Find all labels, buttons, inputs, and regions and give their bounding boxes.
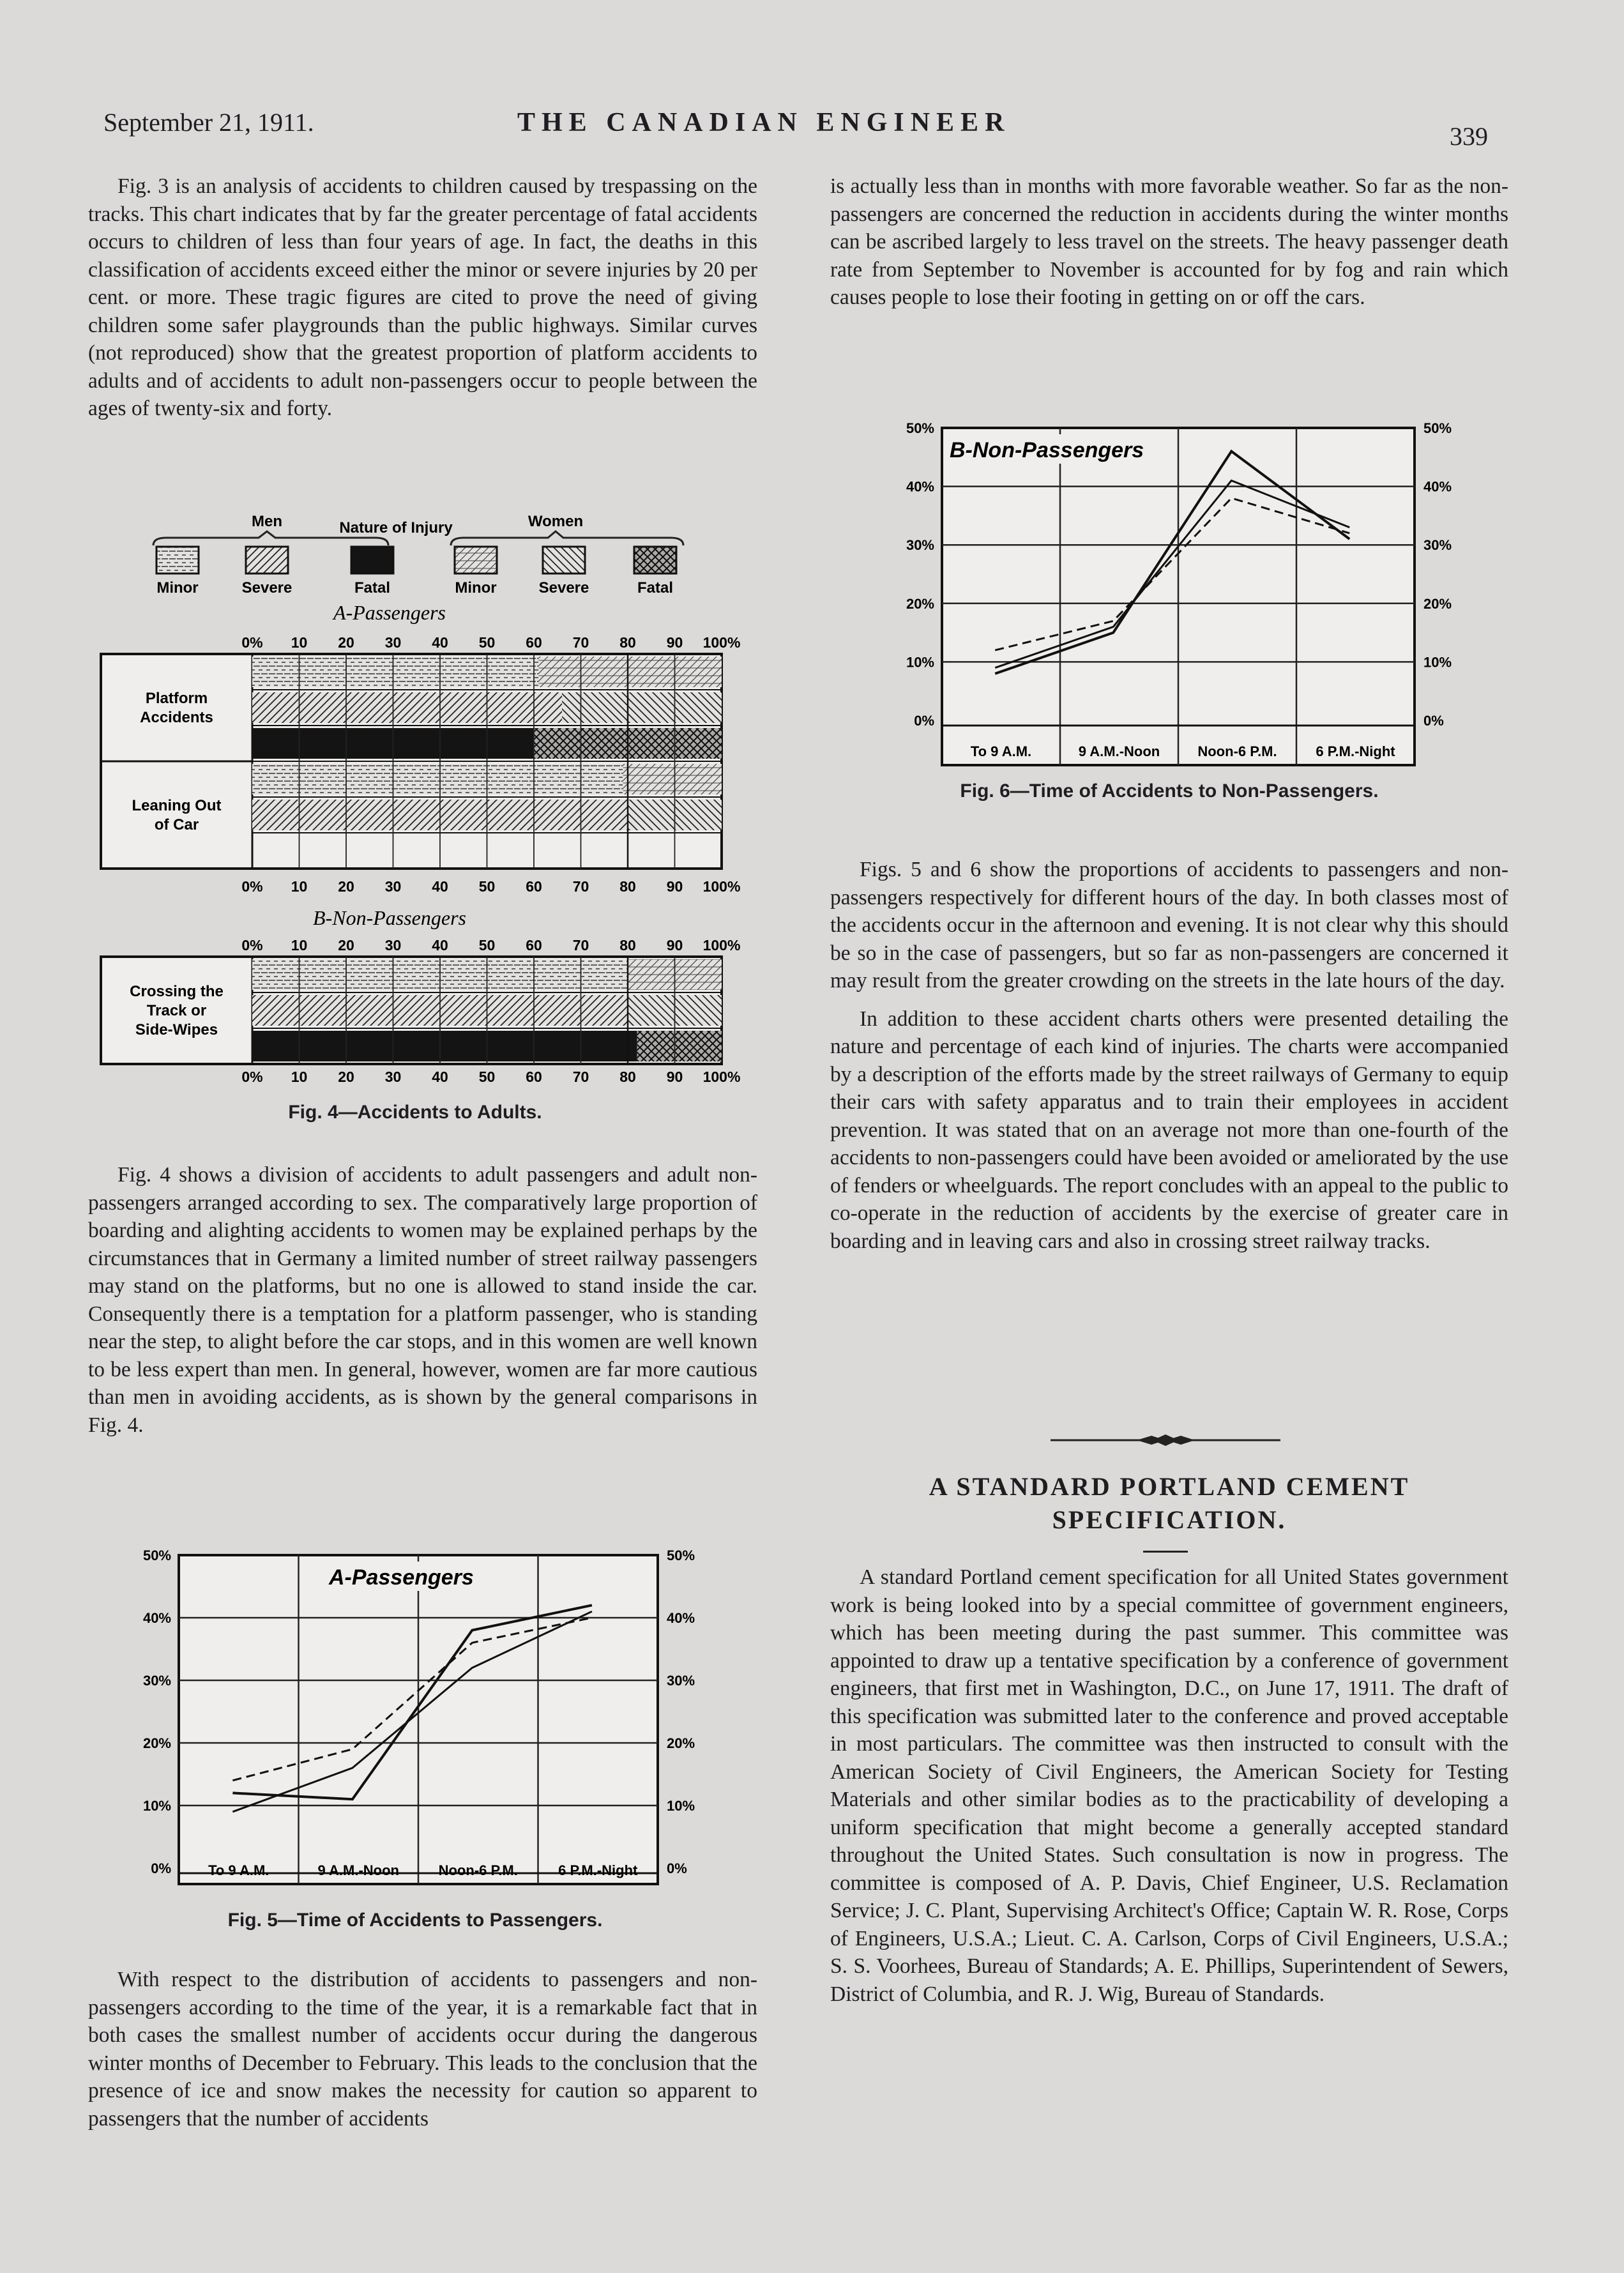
fig4-tick-fig4-a-bot-0: 0% [241, 878, 263, 895]
legend-label-4: Severe [538, 579, 589, 597]
fig4-tick-fig4-a-bot-6: 60 [526, 878, 542, 895]
fig4-section-b: B-Non-Passengers [313, 906, 466, 929]
fig6-ytick-left-3: 30% [906, 537, 934, 554]
fig4-tick-fig4-a-top-6: 60 [526, 634, 542, 651]
fig4-tick-fig4-b-top-7: 70 [572, 937, 589, 954]
fig4-tick-fig4-b-top-6: 60 [526, 937, 542, 954]
fig5-ytick-left-2: 20% [142, 1735, 171, 1751]
col2-para4-block [830, 1563, 1508, 2008]
col2-para3: In addition to these accident charts others were presented detailing the nature and percentage of each kind of injuries. The charts were accompanied by a description of the efforts made by the street railways of Germany to equip their cars with safety apparatus and to train their employees in accident prevention. It was stated that on an average not more than one-fourth of the accidents to non-passengers could have been avoided or ameliorated by the use of fenders or wheelguards. The report concludes with an appeal to the public to co-operate in the reduction of accidents by the exercise of greater care in boarding and in leaving cars and also in crossing street railway tracks. [830, 1007, 1508, 1253]
fig4-tick-fig4-a-bot-7: 70 [572, 878, 589, 895]
col1-para2-block [88, 1161, 757, 1439]
fig5-ytick-right-5: 50% [667, 1547, 695, 1563]
fig5-category-1: 9 A.M.-Noon [317, 1862, 399, 1878]
col2-para1: is actually less than in months with more favorable weather. So far as the non-passengers are concerned the reduction in accidents during the winter months can be ascribed largely to less travel on the streets. The heavy passenger death rate from September to November is accounted for by fog and rain which causes people to lose their footing in getting on or off the cars. [830, 174, 1508, 309]
fig5-caption: Fig. 5—Time of Accidents to Passengers. [227, 1910, 603, 1931]
fig4-chart [96, 511, 741, 1092]
legend-label-2: Fatal [354, 579, 391, 597]
fig5-ytick-right-3: 30% [667, 1673, 695, 1689]
fig4-legend [153, 513, 683, 545]
fig5-category-0: To 9 A.M. [208, 1862, 269, 1878]
fig4-tick-fig4-b-top-3: 30 [384, 937, 402, 954]
fig6-caption: Fig. 6—Time of Accidents to Non-Passengers. [960, 780, 1379, 802]
fig6-category-3: 6 P.M.-Night [1316, 743, 1395, 759]
col1-para1: Fig. 3 is an analysis of accidents to children caused by trespassing on the tracks. This chart indicates that by far the greater percentage of fatal accidents occurs to children of less than four years of age. In fact, the deaths in this classification of accidents exceed either the minor or severe injuries by 20 per cent. or more. These tragic figures are cited to prove the need of giving children some safer playgrounds than the public highways. Similar curves (not reproduced) show that the greatest proportion of platform accidents to adults and of accidents to adult non-passengers occur to people between the ages of twenty-six and forty. [88, 174, 757, 420]
fig4-tick-fig4-a-bot-10: 100% [702, 878, 741, 895]
fig4-tick-fig4-b-bot-3: 30 [384, 1068, 402, 1085]
fig4-tick-fig4-a-top-7: 70 [572, 634, 589, 651]
fig5-ytick-right-2: 20% [667, 1735, 695, 1751]
fig6-ytick-right-3: 30% [1423, 537, 1452, 554]
fig4-a-bar-women-3 [623, 764, 722, 794]
col1-para2: Fig. 4 shows a division of accidents to adult passengers and adult non-passengers arranged according to sex. The comparatively large proportion of boarding and alighting accidents to women may be explained perhaps by the circumstances that in Germany a limited number of street railway passengers may stand on the platforms, but no one is allowed to stand inside the car. Consequently there is a temptation for a platform passenger, who is standing near the step, to alight before the car stops, and in this women are well known to be less expert than men. In general, however, women are far more cautious than men in avoiding accidents, as is shown by the general comparisons in Fig. 4. [88, 1163, 757, 1437]
legend-swatch-3 [455, 547, 497, 574]
fig6-ytick-right-5: 50% [1423, 420, 1452, 436]
fig5-ytick-right-1: 10% [667, 1798, 695, 1814]
fig4-a-bar-women-1 [562, 692, 722, 723]
fig4-tick-fig4-a-bot-2: 20 [338, 878, 354, 895]
fig4-tick-fig4-b-top-1: 10 [291, 937, 308, 954]
col2-para2-block [830, 856, 1508, 1255]
fig4-b-row-label-0: Crossing the Track or Side-Wipes [130, 983, 224, 1038]
fig4-tick-fig4-a-top-3: 30 [384, 634, 402, 651]
fig4-tick-fig4-b-bot-1: 10 [291, 1068, 308, 1085]
fig4-tick-fig4-b-bot-8: 80 [619, 1068, 636, 1085]
fig4-caption: Fig. 4—Accidents to Adults. [288, 1102, 542, 1123]
legend-swatch-5 [634, 547, 676, 574]
fig6-ytick-left-4: 40% [906, 478, 934, 495]
fig5-ytick-left-0: 0% [151, 1860, 171, 1876]
fig4-section-a: A-Passengers [333, 601, 446, 624]
fig4-tick-fig4-b-bot-10: 100% [702, 1068, 741, 1085]
fig4-a-row-label-0: Platform Accidents [140, 690, 213, 726]
col2-para2: Figs. 5 and 6 show the proportions of accidents to passengers and non-passengers respectively for different hours of the day. In both classes most of the accidents occur in the afternoon and evening. It is not clear why this should be so in the case of passengers, but so far as non-passengers are concerned it may result from the greater crowding on the streets in the late hours of the day. [830, 858, 1508, 992]
fig4-tick-fig4-b-top-9: 90 [666, 937, 683, 954]
fig4-tick-fig4-a-bot-8: 80 [619, 878, 636, 895]
page-number: 339 [1450, 122, 1488, 151]
fig4-tick-fig4-a-top-2: 20 [338, 634, 354, 651]
fig5-ytick-right-0: 0% [667, 1860, 687, 1876]
fig5-title: A-Passengers [329, 1565, 474, 1590]
fig5-category-3: 6 P.M.-Night [558, 1862, 638, 1878]
fig4-tick-fig4-b-bot-4: 40 [432, 1068, 448, 1085]
fig4-a-bar-women-0 [538, 657, 722, 687]
fig6-chart [878, 415, 1478, 786]
fig4-tick-fig4-a-bot-5: 50 [478, 878, 496, 895]
article-title-line1: A STANDARD PORTLAND CEMENT [929, 1472, 1410, 1501]
fig4-tick-fig4-a-bot-1: 10 [291, 878, 308, 895]
fig5-ytick-left-3: 30% [142, 1673, 171, 1689]
fig4-tick-fig4-b-top-10: 100% [702, 937, 741, 954]
fig4-b-bar-women-2 [637, 1031, 722, 1061]
journal-title: THE CANADIAN ENGINEER [517, 108, 1011, 137]
fig6-ytick-right-4: 40% [1423, 478, 1452, 495]
fig4-tick-fig4-b-top-5: 50 [478, 937, 496, 954]
fig6-ytick-left-5: 50% [906, 420, 934, 436]
fig4-tick-fig4-a-top-1: 10 [291, 634, 308, 651]
fig4-tick-fig4-a-top-5: 50 [478, 634, 496, 651]
col1-para3-block [88, 1966, 757, 2132]
fig4-tick-fig4-b-bot-9: 90 [666, 1068, 683, 1085]
fig4-b-bar-men-2 [252, 1031, 637, 1061]
legend-swatch-4 [543, 547, 585, 574]
fig4-a-bar-men-0 [252, 657, 538, 687]
legend-swatch-2 [351, 547, 393, 574]
issue-date: September 21, 1911. [103, 108, 314, 137]
fig4-tick-fig4-b-top-0: 0% [241, 937, 263, 954]
fig4-tick-fig4-a-bot-9: 90 [666, 878, 683, 895]
legend-label-3: Minor [455, 579, 497, 597]
col2-para1-block [830, 172, 1508, 312]
fig6-ytick-left-2: 20% [906, 595, 934, 612]
legend-label-1: Severe [241, 579, 292, 597]
title-rule [1143, 1551, 1188, 1553]
legend-women: Women [527, 513, 584, 530]
fig4-tick-fig4-b-top-8: 80 [619, 937, 636, 954]
fig4-tick-fig4-a-top-8: 80 [619, 634, 636, 651]
fig5-ytick-left-1: 10% [142, 1798, 171, 1814]
fig4-tick-fig4-a-top-10: 100% [702, 634, 741, 651]
fig5-ytick-right-4: 40% [667, 1610, 695, 1626]
fig4-tick-fig4-a-top-9: 90 [666, 634, 683, 651]
legend-swatch-0 [156, 547, 199, 574]
fig4-tick-fig4-a-top-4: 40 [432, 634, 448, 651]
legend-nature: Nature of Injury [339, 519, 453, 536]
fig4-tick-fig4-b-top-2: 20 [338, 937, 354, 954]
col1-para3: With respect to the distribution of accidents to passengers and non-passengers according to the time of the year, it is a remarkable fact that in both cases the smallest number of accidents occur during the dangerous winter months of December to February. This leads to the conclusion that the presence of ice and snow makes the necessity for caution so apparent to passengers that the number of accidents [88, 1968, 757, 2131]
fig6-category-0: To 9 A.M. [970, 743, 1032, 759]
col2-para4: A standard Portland cement specification for all United States government work is being looked into by a special committee of government engineers, which has been meeting during the past summer. This committee was appointed to draw up a tentative specification by a conference of government engineers, that first met in Washington, D.C., on June 17, 1911. The draft of this specification was submitted later to the conference and proved acceptable in most particulars. The committee was then instructed to consult with the American Society of Civil Engineers, the American Society for Testing Materials and other similar bodies as to the practicability of developing a uniform specification that might become a generally accepted standard throughout the United States. Such consultation is now in progress. The committee is composed of A. P. Davis, Chief Engineer, U.S. Reclamation Service; J. C. Plant, Supervising Architect's Office; Captain W. R. Rose, Corps of Engineers, U.S.A.; Lieut. C. A. Carlson, Corps of Civil Engineers, U.S.A.; S. S. Voorhees, Bureau of Standards; A. E. Phillips, Superintendent of Sewers, District of Columbia, and R. J. Wig, Bureau of Standards. [830, 1565, 1508, 2006]
fig5-category-2: Noon-6 P.M. [438, 1862, 518, 1878]
legend-men: Men [252, 513, 282, 530]
article-title [830, 1470, 1508, 1537]
fig6-ytick-left-1: 10% [906, 654, 934, 671]
fig6-category-2: Noon-6 P.M. [1197, 743, 1277, 759]
fig4-a-row-label-1: Leaning Out of Car [132, 797, 222, 833]
legend-swatch-1 [246, 547, 288, 574]
fig5-ytick-left-4: 40% [142, 1610, 171, 1626]
col1-para1-block [88, 172, 757, 423]
fig4-tick-fig4-a-top-0: 0% [241, 634, 263, 651]
fig6-ytick-left-0: 0% [914, 713, 934, 729]
fig4-a-bar-men-3 [252, 764, 623, 794]
legend-label-0: Minor [156, 579, 199, 597]
fig4-tick-fig4-b-bot-5: 50 [478, 1068, 496, 1085]
fig5-chart [134, 1536, 734, 1900]
fig4-tick-fig4-b-bot-0: 0% [241, 1068, 263, 1085]
fig4-tick-fig4-b-bot-7: 70 [572, 1068, 589, 1085]
fig4-tick-fig4-a-bot-3: 30 [384, 878, 402, 895]
legend-label-5: Fatal [637, 579, 674, 597]
article-title-line2: SPECIFICATION. [1052, 1505, 1287, 1534]
ornament-divider [1051, 1431, 1280, 1450]
fig6-ytick-right-1: 10% [1423, 654, 1452, 671]
fig5-ytick-left-5: 50% [142, 1547, 171, 1563]
fig4-tick-fig4-b-bot-6: 60 [526, 1068, 542, 1085]
fig6-title: B-Non-Passengers [950, 438, 1144, 462]
fig6-category-1: 9 A.M.-Noon [1078, 743, 1160, 759]
fig6-ytick-right-2: 20% [1423, 595, 1452, 612]
fig4-tick-fig4-b-bot-2: 20 [338, 1068, 354, 1085]
fig4-tick-fig4-b-top-4: 40 [432, 937, 448, 954]
fig6-ytick-right-0: 0% [1423, 713, 1444, 729]
fig4-tick-fig4-a-bot-4: 40 [432, 878, 448, 895]
